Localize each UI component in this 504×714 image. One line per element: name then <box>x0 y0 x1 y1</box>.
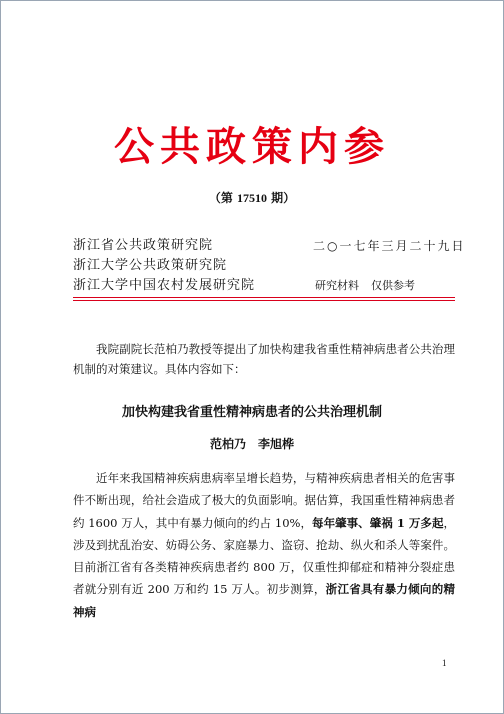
body-text-1: 近年来我国精神疾病患病率呈增长趋势，与精神疾病患者相关的危害事件不断出现，给社会造成了极大的负面影响。据估算，我国重性精神病患者约 1600 万人，其中有暴力倾向的约占 10%， <box>73 471 455 530</box>
body-text-2: ，涉及到扰乱治安、妨碍公务、家庭暴力、盗窃、抢劫、纵火和杀人等案件。目前浙江省有各类精神疾病患者约 800 万，仅重性抑郁症和精神分裂症患者就分别有近 200 万和约 15 万人。初步测算， <box>73 515 455 597</box>
institution-3: 浙江大学中国农村发展研究院 <box>73 278 256 293</box>
issue-suffix: 期） <box>267 191 296 205</box>
page-number: 1 <box>442 658 447 668</box>
issue-number-line <box>1 190 503 206</box>
masthead-title: 公共政策内参 <box>114 124 390 170</box>
institution-1: 浙江省公共政策研究院 <box>73 238 214 253</box>
article-authors: 范柏乃 李旭桦 <box>209 437 294 451</box>
intro-paragraph: 我院副院长范柏乃教授等提出了加快构建我省重性精神病患者公共治理机制的对策建议。具体内容如下： <box>73 342 455 376</box>
header-divider-bottom <box>73 300 455 301</box>
classification-note <box>315 277 415 295</box>
issue-number: 17510 <box>237 191 267 205</box>
publication-date: 二○一七年三月二十九日 <box>313 239 466 253</box>
body-emphasis-1: 每年肇事、肇祸 1 万多起 <box>312 515 444 530</box>
issue-prefix: （第 <box>208 191 237 205</box>
article-title: 加快构建我省重性精神病患者的公共治理机制 <box>121 405 382 420</box>
body-paragraph <box>73 467 455 623</box>
institution-2: 浙江大学公共政策研究院 <box>73 258 228 273</box>
header-divider-top <box>73 297 455 298</box>
classification-label: 研究材料 <box>315 279 359 292</box>
body-emphasis-2: 浙江省具有暴力倾向的精神病 <box>73 582 455 619</box>
classification-reference: 仅供参考 <box>371 279 415 292</box>
